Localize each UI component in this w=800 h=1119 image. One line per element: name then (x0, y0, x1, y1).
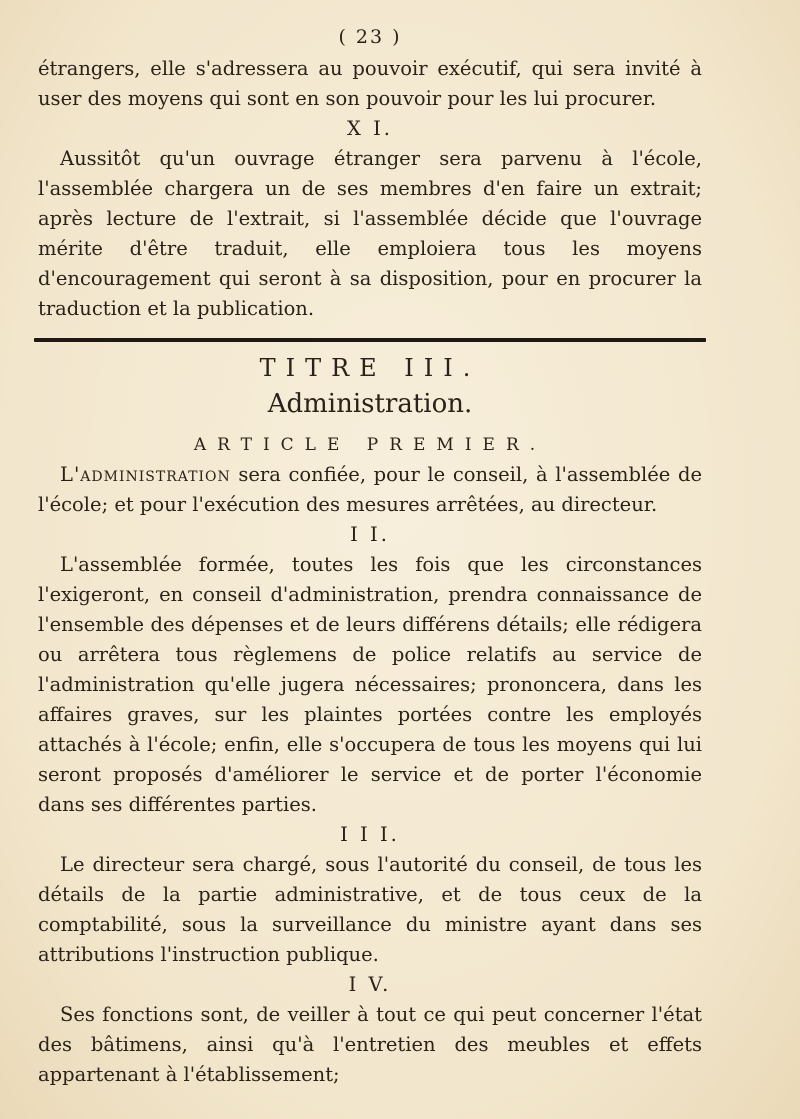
article-2-paragraph: L'assemblée formée, toutes les fois que les circonstances l'exigeront, en conseil d'administration, prendra connaissance de l'ensemble des dépenses et de leurs différens détails; elle rédigera ou arrêtera tous règlemens de police relatifs au service de l'administration qu'elle jugera nécessaires; prononcera, dans les affaires graves, sur les plaintes portées contre les employés attachés à l'école; enfin, elle s'occupera de tous les moyens qui lui seront proposés d'améliorer le service et de porter l'économie dans ses différentes parties. (38, 553, 702, 816)
page-text-block (38, 22, 702, 1090)
article-2-number: I I. (350, 523, 390, 546)
article-3-number: I I I. (340, 823, 400, 846)
titre-heading: TITRE III. (259, 354, 481, 382)
article-4-paragraph: Ses fonctions sont, de veiller à tout ce qui peut concerner l'état des bâtimens, ainsi qu'à l'entretien des meubles et effets appartenant à l'établissement; (38, 1003, 702, 1086)
article-4-number: I V. (348, 973, 392, 996)
article-xi-paragraph: Aussitôt qu'un ouvrage étranger sera parvenu à l'école, l'assemblée chargera un de ses membres d'en faire un extrait; après lecture de l'extrait, si l'assemblée décide que l'ouvrage mérite d'être traduit, elle emploiera tous les moyens d'encouragement qui seront à sa disposition, pour en procurer la traduction et la publication. (38, 147, 702, 320)
article-1-paragraph (38, 460, 702, 520)
section-subtitle: Administration. (267, 389, 473, 419)
continuation-paragraph: étrangers, elle s'adressera au pouvoir exécutif, qui sera invité à user des moyens qui sont en son pouvoir pour les lui procurer. (38, 57, 702, 110)
article-1-lead: L'administration (60, 463, 231, 486)
article-1-text: sera confiée, pour le conseil, à l'assemblée de l'école; et pour l'exécution des mesures arrêtées, au directeur. (38, 463, 702, 516)
section-divider-rule (34, 338, 706, 342)
article-premier-heading: ARTICLE PREMIER. (193, 435, 547, 455)
article-xi-number: X I. (347, 117, 393, 140)
article-3-paragraph: Le directeur sera chargé, sous l'autorité du conseil, de tous les détails de la partie administrative, et de tous ceux de la comptabilité, sous la surveillance du ministre ayant dans ses attributions l'instruction publique. (38, 853, 702, 966)
page-number: ( 23 ) (338, 26, 402, 48)
